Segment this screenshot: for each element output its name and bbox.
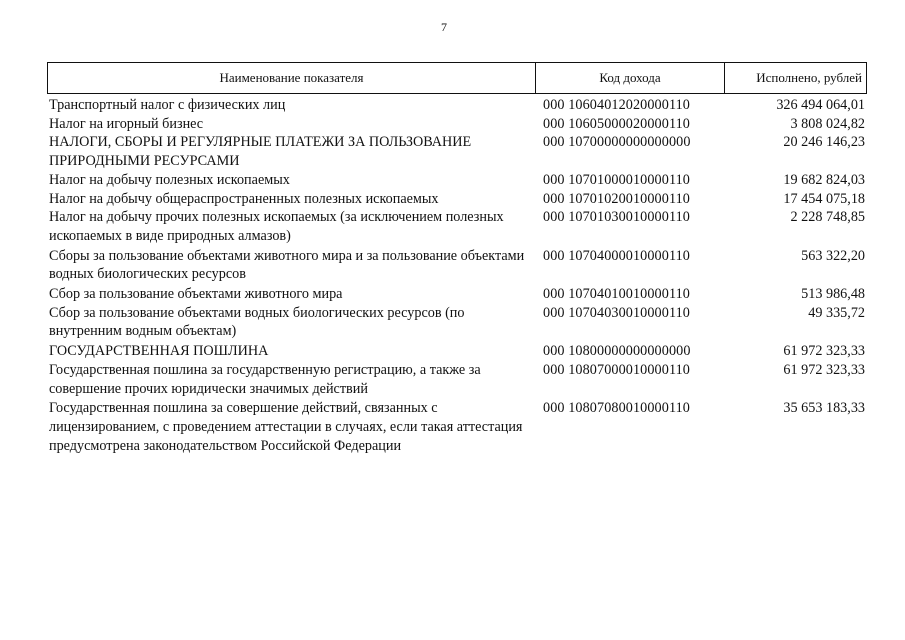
row-name: Сбор за пользование объектами животного мира (49, 286, 343, 303)
table-row (47, 304, 867, 341)
row-code: 000 10807080010000110 (543, 400, 690, 417)
table-row (47, 285, 867, 304)
row-amount: 3 808 024,82 (790, 115, 865, 132)
row-name: Налог на добычу полезных ископаемых (49, 171, 290, 188)
row-amount: 61 972 323,33 (783, 343, 865, 360)
table-header (47, 62, 867, 94)
table-row (47, 171, 867, 190)
row-amount: 35 653 183,33 (783, 400, 865, 417)
row-amount: 20 246 146,23 (783, 134, 865, 151)
row-amount: 19 682 824,03 (783, 171, 865, 188)
revenue-table (47, 62, 867, 455)
table-row (47, 247, 867, 284)
row-name: Государственная пошлина за совершение действий, связанных с лицензированием, с проведением аттестации в случаях, если такая аттестация предусмотрена законодательством Российской Федерации (49, 400, 523, 454)
row-amount: 513 986,48 (801, 286, 865, 303)
header-code: Код дохода (536, 63, 725, 93)
header-amount: Исполнено, рублей (756, 70, 862, 85)
row-amount: 563 322,20 (801, 247, 865, 264)
row-code: 000 10700000000000000 (543, 134, 691, 151)
row-amount: 2 228 748,85 (790, 209, 865, 226)
row-name: Государственная пошлина за государственную регистрацию, а также за совершение прочих юридически значимых действий (49, 361, 481, 397)
table-row (47, 190, 867, 209)
row-code: 000 10704000010000110 (543, 247, 690, 264)
row-name: Налог на добычу прочих полезных ископаемых (за исключением полезных ископаемых в виде природных алмазов) (49, 209, 504, 244)
table-body (47, 96, 867, 455)
table-row (47, 115, 867, 134)
row-code: 000 10605000020000110 (543, 115, 690, 132)
row-amount: 61 972 323,33 (783, 361, 865, 378)
row-code: 000 10807000010000110 (543, 361, 690, 378)
table-row (47, 96, 867, 115)
header-name: Наименование показателя (48, 63, 536, 93)
row-code: 000 10704010010000110 (543, 286, 690, 303)
row-name: Налог на добычу общераспространенных полезных ископаемых (49, 190, 439, 207)
row-code: 000 10701020010000110 (543, 190, 690, 207)
row-name: НАЛОГИ, СБОРЫ И РЕГУЛЯРНЫЕ ПЛАТЕЖИ ЗА ПОЛЬЗОВАНИЕ ПРИРОДНЫМИ РЕСУРСАМИ (49, 134, 472, 170)
table-row (47, 133, 867, 170)
row-code: 000 10604012020000110 (543, 97, 690, 113)
table-row (47, 399, 867, 455)
table-row (47, 342, 867, 361)
table-row (47, 361, 867, 398)
row-amount: 326 494 064,01 (776, 97, 865, 113)
row-name: ГОСУДАРСТВЕННАЯ ПОШЛИНА (49, 343, 269, 360)
row-name: Сборы за пользование объектами животного мира и за пользование объектами водных биологических ресурсов (49, 247, 525, 283)
row-code: 000 10701000010000110 (543, 171, 690, 188)
row-amount: 17 454 075,18 (783, 190, 865, 207)
row-code: 000 10704030010000110 (543, 304, 690, 321)
table-row (47, 208, 867, 245)
row-name: Сбор за пользование объектами водных биологических ресурсов (по внутренним водным объектам) (49, 304, 465, 340)
row-amount: 49 335,72 (808, 304, 865, 321)
row-code: 000 10800000000000000 (543, 343, 691, 360)
row-name: Транспортный налог с физических лиц (49, 97, 286, 113)
row-name: Налог на игорный бизнес (49, 115, 204, 132)
page-number: 7 (441, 20, 447, 34)
row-code: 000 10701030010000110 (543, 209, 690, 226)
